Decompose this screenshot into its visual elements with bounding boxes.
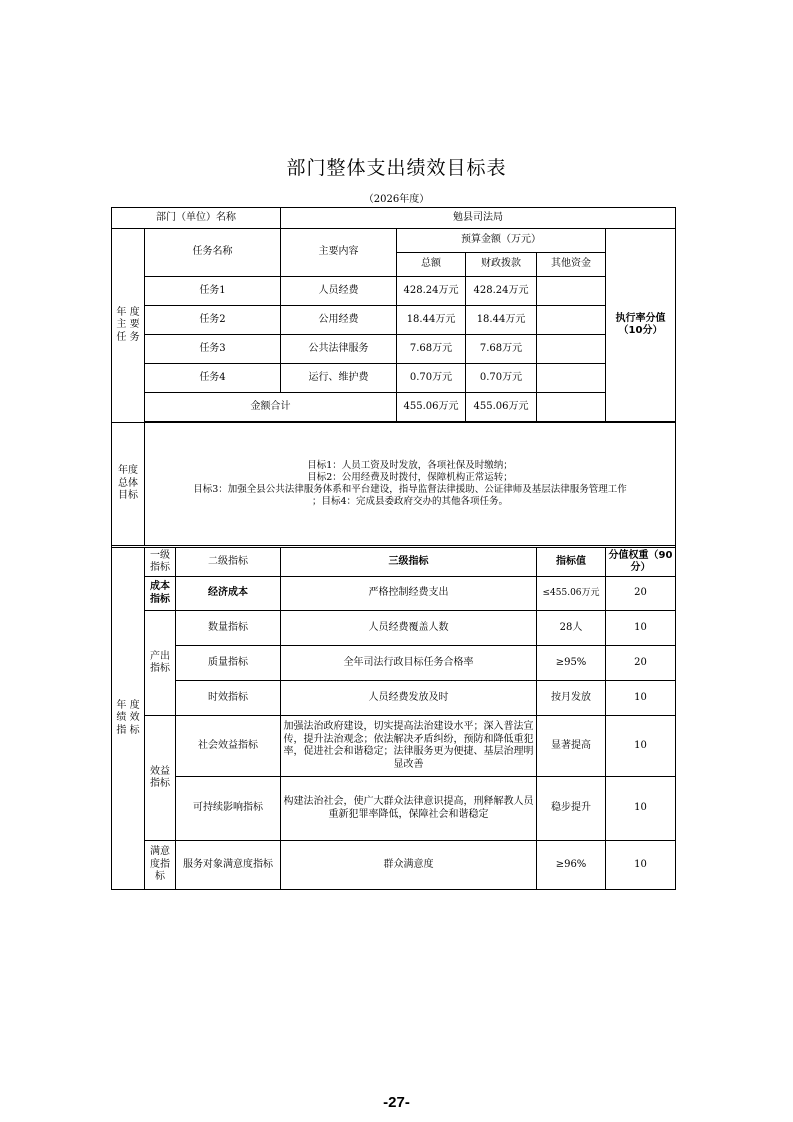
indicator-l2: 时效指标	[176, 681, 281, 716]
page-title: 部门整体支出绩效目标表	[286, 157, 507, 179]
task-fiscal: 0.70万元	[466, 364, 537, 393]
indicator-value: 按月发放	[537, 681, 606, 716]
indicator-row	[112, 611, 676, 646]
col-fiscal: 财政拨款	[466, 253, 537, 277]
sum-label: 金额合计	[145, 393, 397, 422]
indicator-l3: 加强法治政府建设，切实提高法治建设水平；深入普法宣传，提升法治观念；依法解决矛盾纠纷，预防和降低重犯率，促进社会和谐稳定；法律服务更为便捷、基层治理明显改善	[281, 716, 537, 777]
task-total: 428.24万元	[397, 277, 466, 306]
task-name: 任务3	[145, 335, 281, 364]
task-content: 人员经费	[281, 277, 397, 306]
indicators-side-label: 年 度 绩 效 指 标	[112, 548, 145, 890]
col-weight: 分值权重（90分）	[606, 548, 676, 577]
goal-item: 目标3：加强全县公共法律服务体系和平台建设，指导监督法律援助、公证律师及基层法律服务管理工作	[193, 484, 627, 495]
indicator-row	[112, 716, 676, 777]
tasks-side-label: 年 度 主 要 任 务	[112, 229, 145, 423]
task-row	[112, 364, 676, 393]
indicator-value: ≥95%	[537, 646, 606, 681]
indicator-weight: 20	[606, 577, 676, 611]
goals-row	[112, 423, 676, 546]
task-content: 公用经费	[281, 306, 397, 335]
indicator-weight: 20	[606, 646, 676, 681]
task-other	[537, 306, 606, 335]
goal-item: ；目标4：完成县委政府交办的其他各项任务。	[311, 495, 509, 507]
indicator-l3: 人员经费发放及时	[281, 681, 537, 716]
dept-value: 勉县司法局	[281, 208, 676, 229]
task-content: 公共法律服务	[281, 335, 397, 364]
col-l1: 一级指标	[145, 548, 176, 577]
indicator-row	[112, 577, 676, 611]
group-output: 产出指标	[145, 611, 176, 716]
indicator-value: 显著提高	[537, 716, 606, 777]
task-fiscal: 18.44万元	[466, 306, 537, 335]
indicator-weight: 10	[606, 841, 676, 890]
task-row	[112, 306, 676, 335]
sum-fiscal: 455.06万元	[466, 393, 537, 422]
goal-item: 目标1：人员工资及时发放，各项社保及时缴纳；	[307, 460, 513, 472]
indicator-value: 稳步提升	[537, 777, 606, 841]
indicator-l2: 数量指标	[176, 611, 281, 646]
indicator-l2: 可持续影响指标	[176, 777, 281, 841]
performance-table	[111, 207, 676, 890]
col-total: 总额	[397, 253, 466, 277]
task-name: 任务2	[145, 306, 281, 335]
task-content: 运行、维护费	[281, 364, 397, 393]
col-budget-amount: 预算金额（万元）	[397, 229, 606, 253]
task-name: 任务1	[145, 277, 281, 306]
indicator-l3: 构建法治社会，使广大群众法律意识提高，刑释解教人员重新犯罪率降低，保障社会和谐稳定	[281, 777, 537, 841]
col-value: 指标值	[537, 548, 606, 577]
indicator-value: ≤455.06万元	[537, 577, 606, 611]
indicator-l2: 质量指标	[176, 646, 281, 681]
sum-other	[537, 393, 606, 422]
sum-total: 455.06万元	[397, 393, 466, 422]
indicator-value: 28人	[537, 611, 606, 646]
indicator-weight: 10	[606, 681, 676, 716]
sum-row	[112, 393, 676, 422]
task-total: 18.44万元	[397, 306, 466, 335]
dept-row	[112, 208, 676, 229]
task-fiscal: 428.24万元	[466, 277, 537, 306]
goal-item: 目标2：公用经费及时拨付，保障机构正常运转；	[307, 472, 513, 484]
group-cost: 成本指标	[145, 577, 176, 611]
col-other: 其他资金	[537, 253, 606, 277]
indicator-weight: 10	[606, 716, 676, 777]
col-task-name: 任务名称	[145, 229, 281, 277]
indicator-l3: 全年司法行政目标任务合格率	[281, 646, 537, 681]
col-main-content: 主要内容	[281, 229, 397, 277]
indicator-l3: 严格控制经费支出	[281, 577, 537, 611]
year-label: （2026年度）	[363, 194, 430, 205]
indicator-l2: 经济成本	[176, 577, 281, 611]
task-row	[112, 335, 676, 364]
indicator-row	[112, 681, 676, 716]
task-other	[537, 277, 606, 306]
group-benefit: 效益指标	[145, 716, 176, 841]
indicator-weight: 10	[606, 611, 676, 646]
task-row	[112, 277, 676, 306]
indicator-row	[112, 777, 676, 841]
col-l3: 三级指标	[281, 548, 537, 577]
page-number: -27-	[383, 1094, 410, 1111]
indicator-weight: 10	[606, 777, 676, 841]
dept-label: 部门（单位）名称	[112, 208, 281, 229]
indicator-l3: 人员经费覆盖人数	[281, 611, 537, 646]
tasks-header-row	[112, 229, 676, 253]
col-l2: 二级指标	[176, 548, 281, 577]
goals-side-label: 年度总体目标	[112, 423, 145, 546]
task-other	[537, 335, 606, 364]
indicator-row	[112, 841, 676, 890]
task-fiscal: 7.68万元	[466, 335, 537, 364]
indicator-l3: 群众满意度	[281, 841, 537, 890]
task-name: 任务4	[145, 364, 281, 393]
execution-rate-label: 执行率分值（10分）	[606, 229, 676, 422]
group-satisfaction: 满意度指标	[145, 841, 176, 890]
task-total: 7.68万元	[397, 335, 466, 364]
goals-content	[145, 423, 676, 546]
indicator-row	[112, 646, 676, 681]
indicators-header-row	[112, 548, 676, 577]
task-total: 0.70万元	[397, 364, 466, 393]
task-other	[537, 364, 606, 393]
indicator-l2: 服务对象满意度指标	[176, 841, 281, 890]
indicator-l2: 社会效益指标	[176, 716, 281, 777]
indicator-value: ≥96%	[537, 841, 606, 890]
